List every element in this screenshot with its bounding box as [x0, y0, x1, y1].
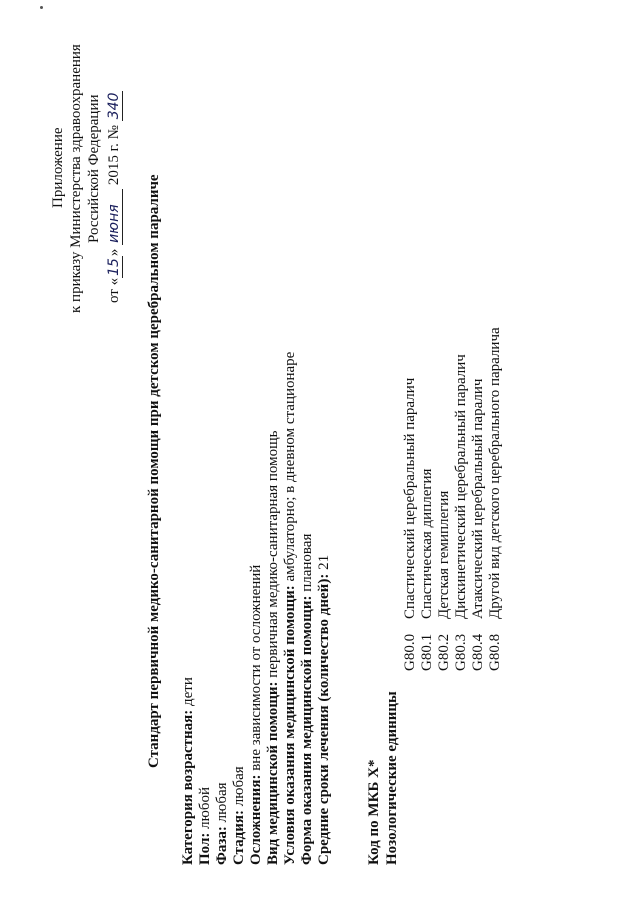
diagnosis-row — [470, 271, 487, 671]
field-row — [214, 782, 231, 865]
diagnosis-row — [419, 271, 436, 671]
field-label: Осложнения: — [248, 774, 264, 865]
field-value: 21 — [316, 554, 332, 574]
field-label: Фаза: — [214, 826, 230, 865]
field-label: Условия оказания медицинской помощи: — [282, 585, 298, 865]
field-label: Форма оказания медицинской помощи: — [299, 595, 315, 865]
field-row — [265, 431, 282, 865]
date-year: 2015 г. № — [106, 125, 122, 186]
date-mid: » — [106, 248, 122, 257]
diagnosis-row — [453, 271, 470, 671]
date-prefix: от « — [106, 277, 122, 303]
order-number-handwritten: 340 — [106, 92, 122, 120]
icd-code: G80.0 — [402, 633, 418, 671]
date-month-handwritten: июня — [107, 189, 123, 245]
field-value: плановая — [299, 533, 315, 596]
field-label: Пол: — [197, 832, 213, 865]
field-row — [180, 677, 197, 865]
field-value: амбулаторно; в дневном стационаре — [282, 351, 298, 586]
diagnosis-name: Спастическая диплегия — [419, 468, 435, 619]
icd-code: G80.8 — [487, 633, 503, 671]
diagnosis-name: Дискинетический церебральный паралич — [453, 354, 469, 619]
icd-code: G80.1 — [419, 633, 435, 671]
diagnosis-name: Детская гемиплегия — [436, 490, 452, 619]
order-reference: к приказу Министерства здравоохранения — [68, 44, 84, 313]
field-row — [316, 555, 333, 865]
diagnosis-name: Спастический церебральный паралич — [402, 377, 418, 619]
field-value: дети — [180, 677, 196, 710]
icd-code: G80.4 — [470, 633, 486, 671]
field-row — [282, 352, 299, 865]
field-value: вне зависимости от осложнений — [248, 564, 264, 775]
field-row — [231, 766, 248, 865]
order-date-line — [106, 91, 123, 303]
icd-code-label: Код по МКБ X* — [366, 759, 382, 865]
diagnosis-row — [436, 271, 453, 671]
diagnosis-name: Другой вид детского церебрального паралича — [487, 327, 503, 619]
ministry-country: Российской Федерации — [86, 94, 102, 243]
appendix-label: Приложение — [50, 127, 66, 208]
field-label: Категория возрастная: — [180, 709, 196, 865]
diagnosis-row — [487, 271, 504, 671]
icd-code: G80.2 — [436, 633, 452, 671]
date-day-handwritten: 15 — [106, 258, 122, 276]
field-row — [299, 534, 316, 865]
field-row — [197, 787, 214, 865]
nosology-label: Нозологические единицы — [384, 691, 400, 865]
field-label: Вид медицинской помощи: — [265, 681, 281, 865]
scan-dot — [40, 6, 43, 9]
icd-code: G80.3 — [453, 633, 469, 671]
field-label: Стадия: — [231, 809, 247, 865]
field-value: первичная медико-санитарная помощь — [265, 430, 281, 682]
document-title: Стандарт первичной медико-санитарной помощи при детском церебральном параличе — [146, 174, 162, 768]
field-row — [248, 565, 265, 865]
field-value: любая — [214, 782, 230, 827]
field-value: любой — [197, 787, 213, 833]
field-label: Средние сроки лечения (количество дней): — [316, 573, 332, 865]
diagnosis-row — [402, 271, 419, 671]
diagnosis-name: Атаксический церебральный паралич — [470, 378, 486, 619]
field-value: любая — [231, 766, 247, 810]
